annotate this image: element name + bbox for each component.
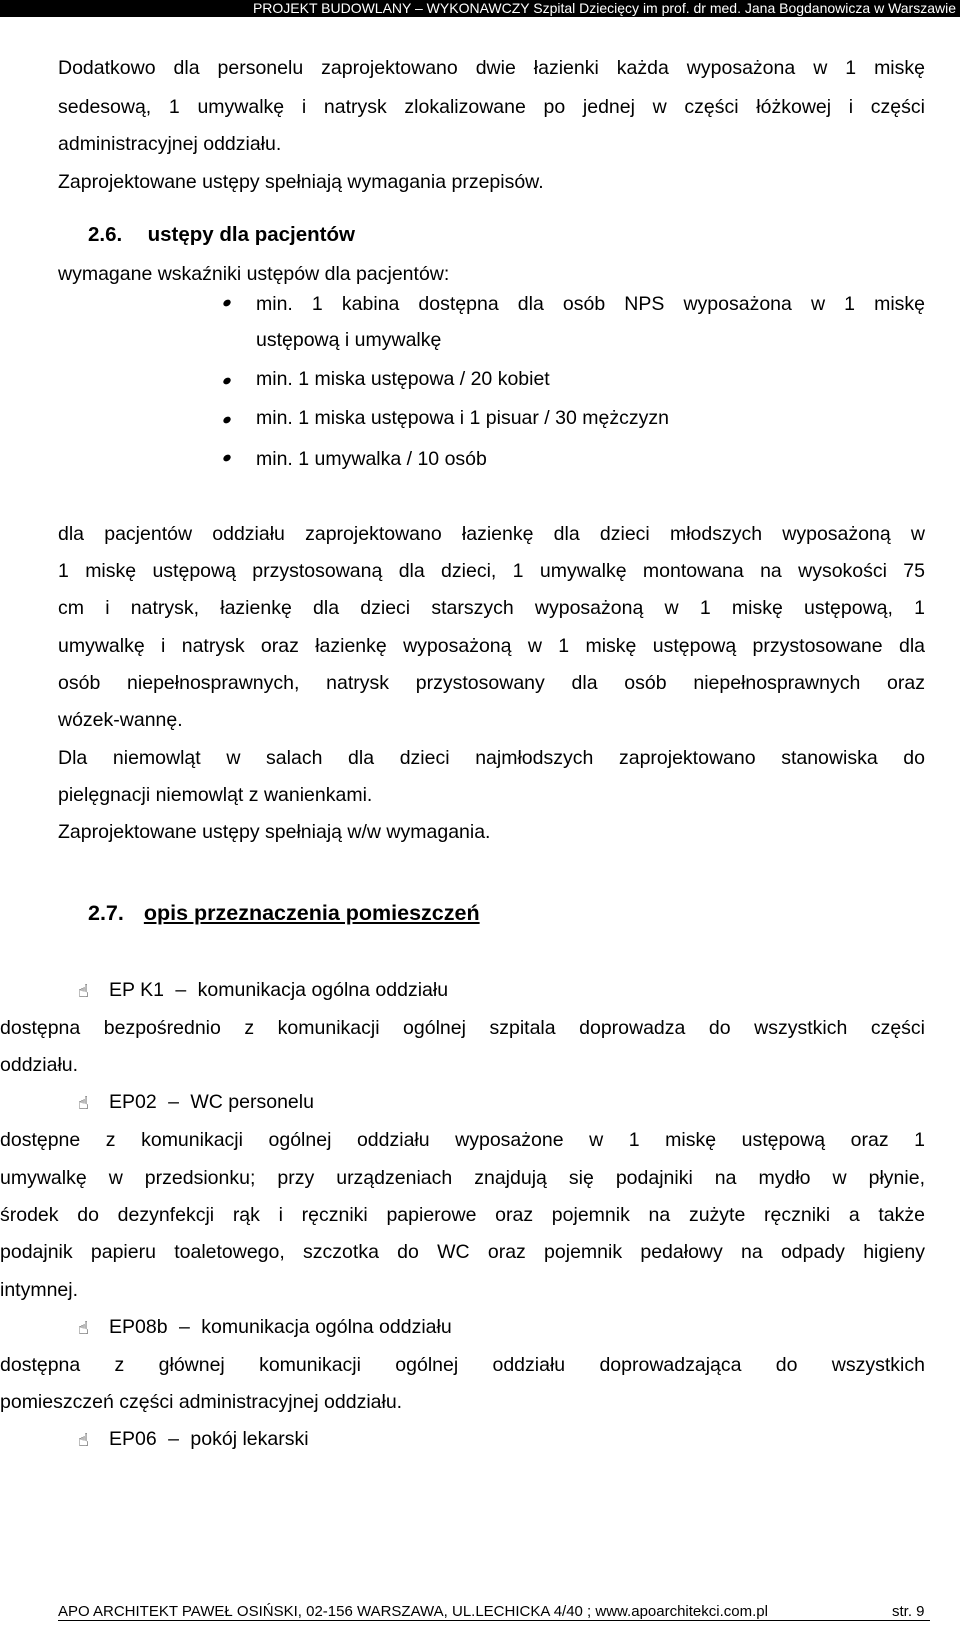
para-line: osób niepełnosprawnych, natrysk przystosowany dla osób niepełnosprawnych oraz (58, 672, 925, 694)
room-desc-line: pomieszczeń części administracyjnej oddziału. (0, 1391, 403, 1413)
room-desc-line: dostępna z głównej komunikacji ogólnej oddziału doprowadzająca do wszystkich (0, 1354, 925, 1376)
section-2-7-heading (88, 901, 480, 926)
room-desc-line: podajnik papieru toaletowego, szczotka do WC oraz pojemnik pedałowy na odpady higieny (0, 1241, 925, 1263)
para-line: dla pacjentów oddziału zaprojektowano łazienkę dla dzieci młodszych wyposażoną w (58, 523, 925, 545)
section-number: 2.6. (88, 223, 123, 246)
section-2-6-heading (88, 223, 355, 247)
bullet-item-1-cont: ustępową i umywalkę (256, 329, 442, 351)
bullet-item-4: min. 1 umywalka / 10 osób (256, 448, 487, 470)
hand-pointer-icon: ☝ (78, 981, 89, 1001)
bullet-icon (222, 453, 232, 463)
room-title-ep08b: EP08b – komunikacja ogólna oddziału (109, 1316, 452, 1338)
footer-page-number: str. 9 (892, 1603, 925, 1620)
intro-line-4: Zaprojektowane ustępy spełniają wymagania przepisów. (58, 171, 544, 193)
section-2-6-subtitle: wymagane wskaźniki ustępów dla pacjentów: (58, 263, 450, 285)
room-title-ep-k1: EP K1 – komunikacja ogólna oddziału (109, 979, 449, 1001)
room-title-ep02: EP02 – WC personelu (109, 1091, 314, 1113)
room-desc-line: oddziału. (0, 1054, 79, 1076)
header-text: PROJEKT BUDOWLANY – WYKONAWCZY Szpital Dziecięcy im prof. dr med. Jana Bogdanowicza w Warszawie (252, 0, 956, 16)
page-header (0, 0, 960, 17)
room-title-ep06: EP06 – pokój lekarski (109, 1428, 309, 1450)
intro-line-1: Dodatkowo dla personelu zaprojektowano dwie łazienki każda wyposażona w 1 miskę (58, 57, 925, 79)
room-desc-line: intymnej. (0, 1279, 79, 1301)
hand-pointer-icon: ☝ (78, 1318, 89, 1338)
section-number: 2.7. (88, 901, 124, 925)
para-line: Dla niemowląt w salach dla dzieci najmłodszych zaprojektowano stanowiska do (58, 747, 925, 769)
bullet-item-1: min. 1 kabina dostępna dla osób NPS wyposażona w 1 miskę (256, 293, 925, 315)
room-desc-line: dostępna bezpośrednio z komunikacji ogólnej szpitala doprowadza do wszystkich części (0, 1017, 925, 1039)
para-line: 1 miskę ustępową przystosowaną dla dzieci, 1 umywalkę montowana na wysokości 75 (58, 560, 925, 582)
para-line: wózek-wannę. (58, 709, 183, 731)
para-line: Zaprojektowane ustępy spełniają w/w wymagania. (58, 821, 491, 843)
intro-line-2: sedesową, 1 umywalkę i natrysk zlokalizowane po jednej w części łóżkowej i części (58, 96, 925, 118)
section-title: ustępy dla pacjentów (147, 223, 355, 246)
room-desc-line: środek do dezynfekcji rąk i ręczniki papierowe oraz pojemnik na zużyte ręczniki a także (0, 1204, 925, 1226)
room-desc-line: dostępne z komunikacji ogólnej oddziału wyposażone w 1 miskę ustępową oraz 1 (0, 1129, 925, 1151)
para-line: umywalkę i natrysk oraz łazienkę wyposażoną w 1 miskę ustępową przystosowane dla (58, 635, 925, 657)
footer-address: APO ARCHITEKT PAWEŁ OSIŃSKI, 02-156 WARSZAWA, UL.LECHICKA 4/40 ; www.apoarchitekci.com.pl (58, 1603, 768, 1620)
bullet-item-2: min. 1 miska ustępowa / 20 kobiet (256, 368, 550, 390)
bullet-icon (222, 298, 232, 308)
hand-pointer-icon: ☝ (78, 1430, 89, 1450)
hand-pointer-icon: ☝ (78, 1093, 89, 1113)
para-line: cm i natrysk, łazienkę dla dzieci starszych wyposażoną w 1 miskę ustępową, 1 (58, 597, 925, 619)
room-desc-line: umywalkę w przedsionku; przy urządzeniach znajdują się podajniki na mydło w płynie, (0, 1167, 925, 1189)
para-line: pielęgnacji niemowląt z wanienkami. (58, 784, 373, 806)
intro-line-3: administracyjnej oddziału. (58, 133, 282, 155)
section-title: opis przeznaczenia pomieszczeń (143, 901, 480, 925)
footer-divider (58, 1620, 930, 1621)
bullet-item-3: min. 1 miska ustępowa i 1 pisuar / 30 mężczyzn (256, 407, 669, 429)
bullet-icon (222, 376, 232, 386)
bullet-icon (222, 415, 232, 425)
